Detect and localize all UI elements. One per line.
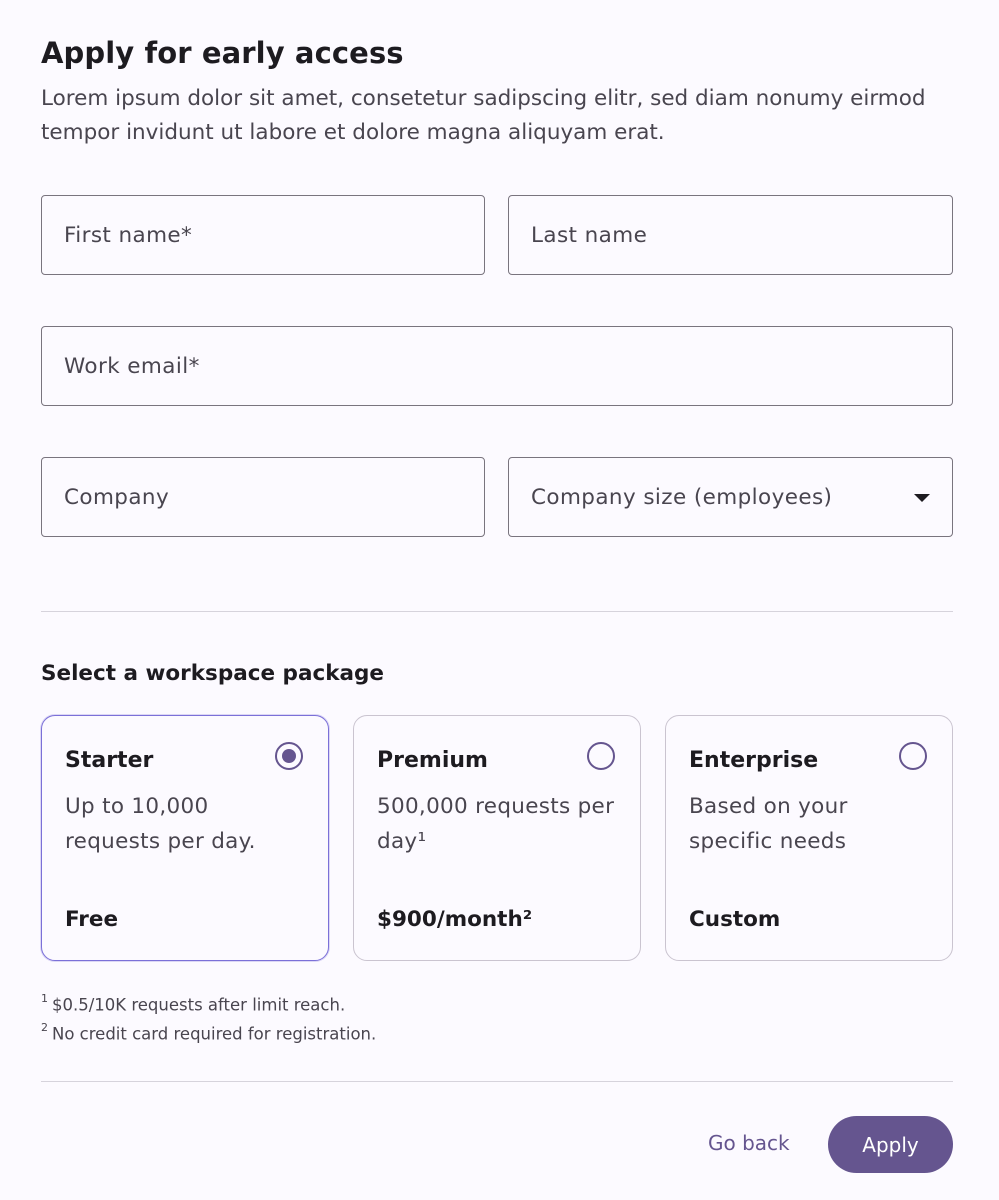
- page-title: Apply for early access: [41, 36, 404, 70]
- company-field[interactable]: [41, 457, 485, 537]
- footnote-2: [41, 1023, 376, 1044]
- last-name-placeholder: Last name: [531, 222, 648, 248]
- work-email-field[interactable]: [41, 326, 953, 406]
- radio-unchecked-icon[interactable]: [899, 742, 927, 770]
- work-email-placeholder: Work email*: [64, 353, 200, 379]
- company-size-select[interactable]: [508, 457, 953, 537]
- package-card-enterprise[interactable]: [665, 715, 953, 961]
- package-name: Premium: [377, 748, 488, 773]
- footnote-1: [41, 994, 345, 1015]
- last-name-field[interactable]: [508, 195, 953, 275]
- caret-down-icon: [914, 494, 930, 502]
- package-description: Based on your specific needs: [689, 794, 848, 854]
- first-name-field[interactable]: [41, 195, 485, 275]
- footnote-text: $0.5/10K requests after limit reach.: [52, 995, 346, 1015]
- package-section-title: Select a workspace package: [41, 661, 384, 686]
- radio-checked-icon[interactable]: [275, 742, 303, 770]
- package-name: Enterprise: [689, 748, 819, 773]
- section-divider: [41, 611, 953, 612]
- package-price: Free: [65, 907, 119, 932]
- first-name-placeholder: First name*: [64, 222, 193, 248]
- company-placeholder: Company: [64, 484, 170, 510]
- footnote-marker: 2: [41, 1021, 48, 1034]
- package-card-premium[interactable]: [353, 715, 641, 961]
- package-price: $900/month²: [377, 907, 533, 932]
- apply-button[interactable]: [828, 1116, 953, 1173]
- page-subtitle: Lorem ipsum dolor sit amet, consetetur sadipscing elitr, sed diam nonumy eirmod tempor invidunt ut labore et dolore magna aliquyam erat.: [41, 86, 926, 145]
- radio-unchecked-icon[interactable]: [587, 742, 615, 770]
- package-card-starter[interactable]: [41, 715, 329, 961]
- apply-button-label: Apply: [862, 1132, 919, 1157]
- package-price: Custom: [689, 907, 781, 932]
- footnote-marker: 1: [41, 992, 48, 1005]
- package-name: Starter: [65, 748, 154, 773]
- package-description: Up to 10,000 requests per day.: [65, 794, 256, 854]
- footnote-text: No credit card required for registration.: [52, 1024, 377, 1044]
- actions-divider: [41, 1081, 953, 1082]
- package-description: 500,000 requests per day¹: [377, 794, 615, 854]
- company-size-placeholder: Company size (employees): [531, 484, 833, 510]
- go-back-button[interactable]: Go back: [708, 1131, 790, 1155]
